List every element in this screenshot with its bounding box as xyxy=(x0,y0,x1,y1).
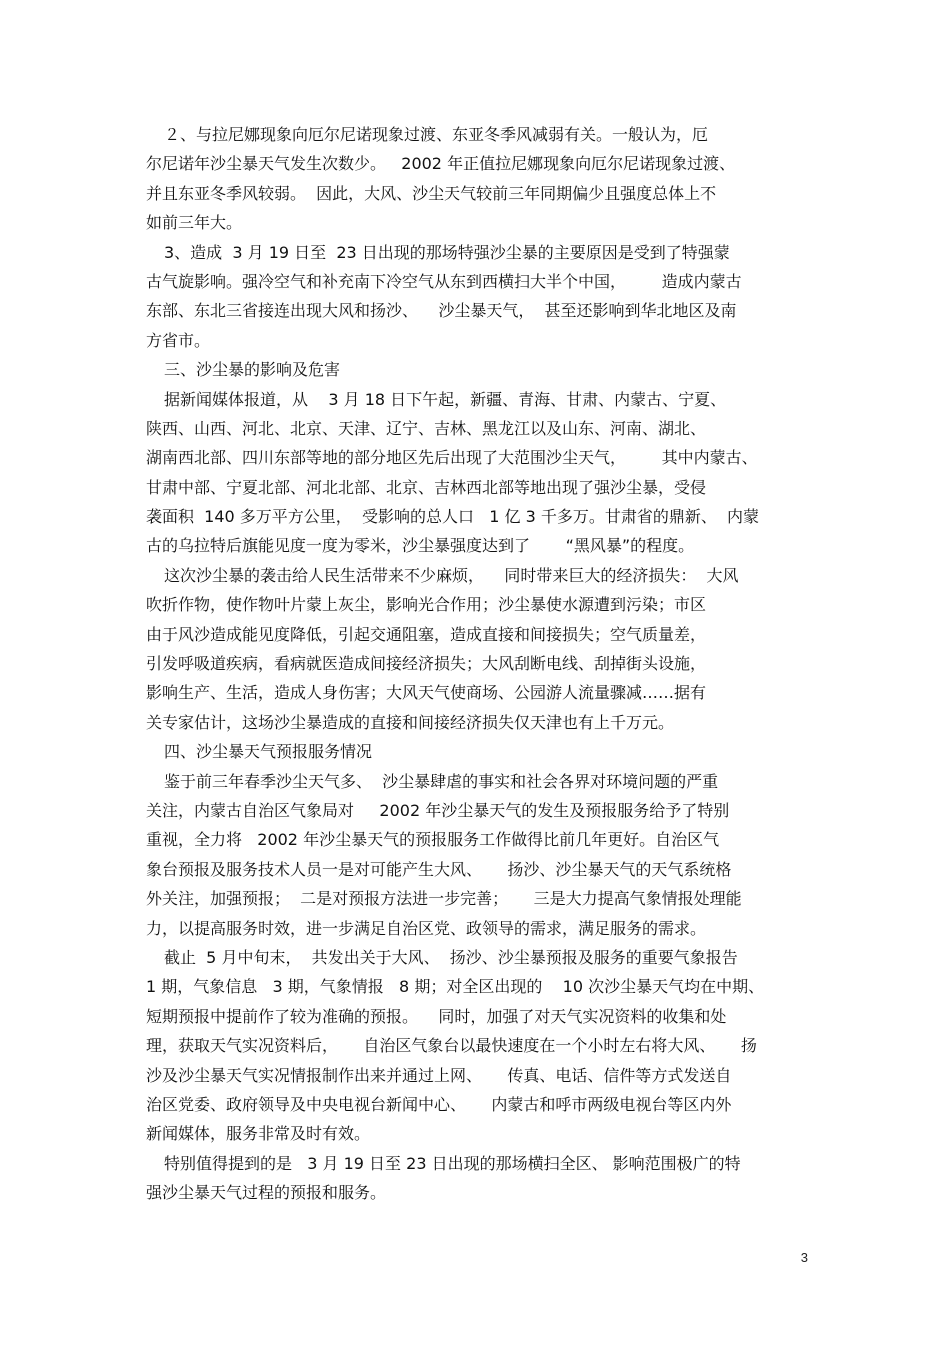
text-line: 陕西、山西、河北、北京、天津、辽宁、吉林、黑龙江以及山东、河南、湖北、 xyxy=(146,418,707,438)
text-line: ２、与拉尼娜现象向厄尔尼诺现象过渡、东亚冬季风减弱有关。一般认为，厄 xyxy=(164,125,709,144)
section-heading: 四、沙尘暴天气预报服务情况 xyxy=(164,742,373,762)
text-line: 理，获取天气实况资料后， 自治区气象台以最快速度在一个小时左右将大风、 扬 xyxy=(146,1036,757,1056)
text-line: 东部、东北三省接连出现大风和扬沙、 沙尘暴天气， 甚至还影响到华北地区及南 xyxy=(146,301,737,321)
page-number: 3 xyxy=(800,1250,808,1265)
text-line: 方省市。 xyxy=(146,330,211,350)
text-line: 沙及沙尘暴天气实况情报制作出来并通过上网、 传真、电话、信件等方式发送自 xyxy=(146,1065,732,1085)
text-line: 力，以提高服务时效，进一步满足自治区党、政领导的需求，满足服务的需求。 xyxy=(146,918,707,938)
text-line: 袭面积 140 多万平方公里， 受影响的总人口 1 亿 3 千多万。甘肃省的鼎新、 内蒙 xyxy=(146,507,760,527)
text-line: 强沙尘暴天气过程的预报和服务。 xyxy=(146,1183,387,1203)
text-line: 新闻媒体，服务非常及时有效。 xyxy=(146,1124,371,1144)
text-line: 这次沙尘暴的袭击给人民生活带来不少麻烦， 同时带来巨大的经济损失： 大风 xyxy=(164,565,739,585)
text-line: 引发呼吸道疾病，看病就医造成间接经济损失；大风刮断电线、刮掉街头设施， xyxy=(146,654,707,674)
text-line: 由于风沙造成能见度降低，引起交通阻塞，造成直接和间接损失；空气质量差， xyxy=(146,624,707,644)
text-line: 影响生产、生活，造成人身伤害；大风天气使商场、公园游人流量骤减……据有 xyxy=(146,683,707,703)
text-line: 甘肃中部、宁夏北部、河北北部、北京、吉林西北部等地出现了强沙尘暴，受侵 xyxy=(146,477,707,497)
text-line: 吹折作物，使作物叶片蒙上灰尘，影响光合作用；沙尘暴使水源遭到污染；市区 xyxy=(146,595,707,615)
text-line: 短期预报中提前作了较为准确的预报。 同时，加强了对天气实况资料的收集和处 xyxy=(146,1006,727,1026)
document-body xyxy=(146,120,810,1207)
text-line: 古的乌拉特后旗能见度一度为零米，沙尘暴强度达到了 “黑风暴”的程度。 xyxy=(146,536,695,556)
text-line: 3、造成 3 月 19 日至 23 日出现的那场特强沙尘暴的主要原因是受到了特强蒙 xyxy=(164,242,730,262)
text-line: 特别值得提到的是 3 月 19 日至 23 日出现的那场横扫全区、 影响范围极广的特 xyxy=(164,1153,741,1173)
text-line: 治区党委、政府领导及中央电视台新闻中心、 内蒙古和呼市两级电视台等区内外 xyxy=(146,1094,732,1114)
section-heading: 三、沙尘暴的影响及危害 xyxy=(164,360,341,380)
text-line: 截止 5 月中旬末， 共发出关于大风、 扬沙、沙尘暴预报及服务的重要气象报告 xyxy=(164,947,738,967)
text-line: 湖南西北部、四川东部等地的部分地区先后出现了大范围沙尘天气， 其中内蒙古、 xyxy=(146,448,758,468)
text-line: 1 期，气象信息 3 期，气象情报 8 期；对全区出现的 10 次沙尘暴天气均在中期、 xyxy=(146,977,765,997)
text-line: 古气旋影响。强冷空气和补充南下冷空气从东到西横扫大半个中国， 造成内蒙古 xyxy=(146,271,742,291)
text-line: 重视，全力将 2002 年沙尘暴天气的预报服务工作做得比前几年更好。自治区气 xyxy=(146,830,720,850)
text-line: 据新闻媒体报道，从 3 月 18 日下午起，新疆、青海、甘肃、内蒙古、宁夏、 xyxy=(164,389,727,409)
text-line: 外关注，加强预报； 二是对预报方法进一步完善； 三是大力提高气象情报处理能 xyxy=(146,889,742,909)
text-line: 关专家估计，这场沙尘暴造成的直接和间接经济损失仅天津也有上千万元。 xyxy=(146,712,675,732)
text-line: 象台预报及服务技术人员一是对可能产生大风、 扬沙、沙尘暴天气的天气系统格 xyxy=(146,859,732,879)
text-line: 关注，内蒙古自治区气象局对 2002 年沙尘暴天气的发生及预报服务给予了特别 xyxy=(146,800,730,820)
text-line: 并且东亚冬季风较弱。 因此，大风、沙尘天气较前三年同期偏少且强度总体上不 xyxy=(146,183,717,203)
text-line: 尔尼诺年沙尘暴天气发生次数少。 2002 年正值拉尼娜现象向厄尔尼诺现象过渡、 xyxy=(146,154,736,174)
text-line: 如前三年大。 xyxy=(146,213,243,233)
text-line: 鉴于前三年春季沙尘天气多、 沙尘暴肆虐的事实和社会各界对环境问题的严重 xyxy=(164,771,719,791)
